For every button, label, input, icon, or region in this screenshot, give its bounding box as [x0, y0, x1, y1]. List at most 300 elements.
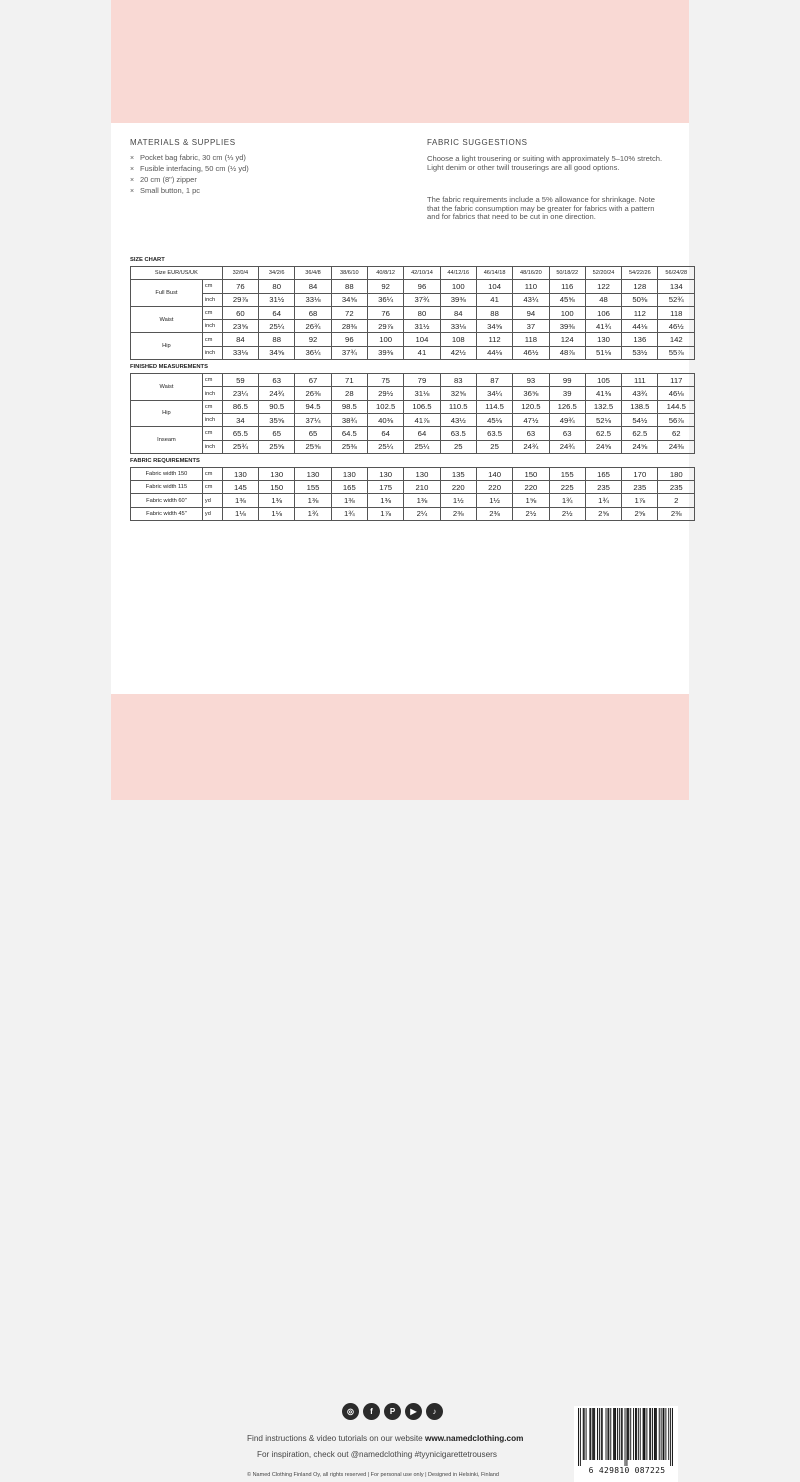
value-cell: 1¾	[331, 507, 367, 520]
size-chart-heading: SIZE CHART	[130, 257, 165, 263]
legal-text: © Named Clothing Finland Oy, all rights reserved | For personal use only | Designed in Helsinki, Finland	[247, 1472, 499, 1478]
measure-label: Hip	[131, 333, 203, 360]
instagram-icon[interactable]: ◎	[342, 1403, 359, 1420]
social-icons	[342, 1403, 443, 1423]
value-cell: 33⅛	[295, 293, 331, 306]
value-cell: 34¼	[476, 387, 512, 400]
pattern-back-cover	[111, 0, 689, 1478]
value-cell: 111	[622, 374, 658, 387]
value-cell: 88	[259, 333, 295, 346]
value-cell: 140	[476, 467, 512, 480]
barcode-bar	[638, 1408, 639, 1460]
footer-band	[111, 694, 689, 1478]
unit-cell: cm	[202, 333, 222, 346]
materials-item	[130, 186, 249, 197]
value-cell: 67	[295, 374, 331, 387]
materials-item	[130, 175, 249, 186]
value-cell: 92	[367, 280, 403, 293]
value-cell: 130	[259, 467, 295, 480]
measurement-chart	[130, 253, 688, 521]
barcode-bar	[607, 1408, 608, 1460]
value-cell: 1⅜	[367, 494, 403, 507]
value-cell: 52¾	[658, 293, 695, 306]
finished-measurements-table	[130, 373, 695, 454]
value-cell: 68	[295, 306, 331, 319]
value-cell: 1⅜	[259, 494, 295, 507]
value-cell: 37¾	[404, 293, 440, 306]
fabric-suggestions-text: Choose a light trousering or suiting with approximately 5–10% stretch. Light denim or other twill trouserings are all good options.	[427, 154, 663, 172]
value-cell: 23¼	[222, 387, 258, 400]
value-cell: 106	[585, 306, 621, 319]
barcode-bar	[599, 1408, 600, 1460]
value-cell: 100	[367, 333, 403, 346]
value-cell: 25⅝	[295, 440, 331, 453]
value-cell: 28	[331, 387, 367, 400]
value-cell: 55⅞	[658, 346, 695, 359]
bullet-x-icon: ×	[130, 188, 135, 195]
value-cell: 44⅛	[476, 346, 512, 359]
materials-list	[130, 153, 249, 197]
unit-cell: cm	[202, 306, 222, 319]
barcode-bar	[606, 1408, 607, 1460]
value-cell: 65	[259, 427, 295, 440]
barcode-bar	[670, 1408, 671, 1466]
value-cell: 41¾	[585, 320, 621, 333]
value-cell: 116	[549, 280, 585, 293]
barcode-bar	[584, 1408, 585, 1460]
size-header-cell: 42/10/14	[404, 267, 440, 280]
value-cell: 25¾	[222, 440, 258, 453]
value-cell: 41⅞	[404, 413, 440, 426]
table-row	[131, 427, 695, 440]
value-cell: 235	[658, 481, 695, 494]
unit-cell: yd	[202, 494, 222, 507]
value-cell: 41⅜	[585, 387, 621, 400]
value-cell: 50⅜	[622, 293, 658, 306]
value-cell: 130	[222, 467, 258, 480]
barcode-bar	[622, 1408, 623, 1460]
value-cell: 26¾	[295, 320, 331, 333]
value-cell: 86.5	[222, 400, 258, 413]
value-cell: 49¾	[549, 413, 585, 426]
size-header-cell: 50/18/22	[549, 267, 585, 280]
value-cell: 2½	[513, 507, 549, 520]
size-header-cell: 32/0/4	[222, 267, 258, 280]
barcode-bar	[625, 1408, 626, 1466]
value-cell: 130	[295, 467, 331, 480]
value-cell: 128	[622, 280, 658, 293]
value-cell: 25¼	[259, 320, 295, 333]
value-cell: 88	[476, 306, 512, 319]
value-cell: 37¾	[331, 346, 367, 359]
table-row	[131, 374, 695, 387]
table-row	[131, 306, 695, 319]
measure-label: Waist	[131, 374, 203, 401]
value-cell: 110	[513, 280, 549, 293]
inspiration-line: For inspiration, check out @namedclothing #tyynicigarettetrousers	[257, 1450, 497, 1459]
value-cell: 31½	[259, 293, 295, 306]
unit-cell: cm	[202, 427, 222, 440]
finished-measurements-heading: FINISHED MEASUREMENTS	[130, 364, 208, 371]
value-cell: 29⅞	[367, 320, 403, 333]
website-line-text: Find instructions & video tutorials on our website	[247, 1434, 425, 1443]
value-cell: 25¼	[404, 440, 440, 453]
barcode-bar	[610, 1408, 611, 1460]
size-header-cell: 36/4/8	[295, 267, 331, 280]
value-cell: 142	[658, 333, 695, 346]
value-cell: 100	[549, 306, 585, 319]
barcode-bar	[649, 1408, 650, 1460]
table-row	[131, 507, 695, 520]
value-cell: 84	[222, 333, 258, 346]
materials-item	[130, 164, 249, 175]
value-cell: 130	[585, 333, 621, 346]
value-cell: 25¼	[367, 440, 403, 453]
website-link[interactable]: www.namedclothing.com	[424, 1434, 524, 1443]
value-cell: 42½	[440, 346, 476, 359]
value-cell: 92	[295, 333, 331, 346]
unit-cell: inch	[202, 387, 222, 400]
unit-cell: inch	[202, 320, 222, 333]
materials-item-text: 20 cm (8") zipper	[140, 175, 197, 184]
value-cell: 112	[622, 306, 658, 319]
barcode-bar	[578, 1408, 579, 1466]
value-cell: 63	[549, 427, 585, 440]
value-cell: 100	[440, 280, 476, 293]
value-cell: 64	[404, 427, 440, 440]
value-cell: 210	[404, 481, 440, 494]
value-cell: 104	[404, 333, 440, 346]
barcode-bar	[586, 1408, 587, 1460]
value-cell: 63.5	[476, 427, 512, 440]
measure-label: Fabric width 115	[131, 481, 203, 494]
value-cell: 114.5	[476, 400, 512, 413]
value-cell: 29⅞	[222, 293, 258, 306]
value-cell: 36¼	[367, 293, 403, 306]
value-cell: 41	[404, 346, 440, 359]
materials-heading: MATERIALS & SUPPLIES	[130, 138, 236, 147]
fabric-suggestions-heading: FABRIC SUGGESTIONS	[427, 138, 528, 147]
value-cell: 65.5	[222, 427, 258, 440]
value-cell: 1¾	[585, 494, 621, 507]
value-cell: 112	[476, 333, 512, 346]
value-cell: 126.5	[549, 400, 585, 413]
value-cell: 150	[513, 467, 549, 480]
value-cell: 52⅛	[585, 413, 621, 426]
value-cell: 41	[476, 293, 512, 306]
barcode-bar	[655, 1408, 656, 1460]
value-cell: 24⅝	[622, 440, 658, 453]
header-band	[111, 0, 689, 123]
table-row	[131, 387, 695, 400]
value-cell: 25	[476, 440, 512, 453]
barcode-bar	[635, 1408, 636, 1460]
unit-cell: cm	[202, 400, 222, 413]
unit-cell: inch	[202, 440, 222, 453]
facebook-icon[interactable]: f	[363, 1403, 380, 1420]
value-cell: 150	[259, 481, 295, 494]
value-cell: 2⅜	[476, 507, 512, 520]
value-cell: 2⅝	[585, 507, 621, 520]
value-cell: 1⅝	[513, 494, 549, 507]
measure-label: Waist	[131, 306, 203, 333]
value-cell: 75	[367, 374, 403, 387]
value-cell: 80	[259, 280, 295, 293]
size-header-cell: 34/2/6	[259, 267, 295, 280]
value-cell: 34	[222, 413, 258, 426]
value-cell: 87	[476, 374, 512, 387]
value-cell: 24¾	[513, 440, 549, 453]
value-cell: 39⅜	[549, 320, 585, 333]
barcode-bars	[578, 1408, 674, 1466]
value-cell: 63.5	[440, 427, 476, 440]
pinterest-icon[interactable]: P	[384, 1403, 401, 1420]
size-header-cell: 52/20/24	[585, 267, 621, 280]
value-cell: 90.5	[259, 400, 295, 413]
value-cell: 48	[585, 293, 621, 306]
barcode-bar	[645, 1408, 646, 1460]
barcode-bar	[664, 1408, 665, 1460]
value-cell: 225	[549, 481, 585, 494]
value-cell: 134	[658, 280, 695, 293]
bullet-x-icon: ×	[130, 166, 135, 173]
value-cell: 1¾	[549, 494, 585, 507]
value-cell: 46½	[513, 346, 549, 359]
value-cell: 96	[404, 280, 440, 293]
value-cell: 170	[622, 467, 658, 480]
value-cell: 120.5	[513, 400, 549, 413]
value-cell: 2⅜	[440, 507, 476, 520]
unit-cell: cm	[202, 481, 222, 494]
value-cell: 59	[222, 374, 258, 387]
barcode-number: 6 429810 087225	[588, 1466, 666, 1475]
value-cell: 94.5	[295, 400, 331, 413]
value-cell: 62.5	[585, 427, 621, 440]
value-cell: 2½	[549, 507, 585, 520]
value-cell: 43¼	[513, 293, 549, 306]
materials-item	[130, 153, 249, 164]
value-cell: 105	[585, 374, 621, 387]
value-cell: 63	[259, 374, 295, 387]
value-cell: 84	[295, 280, 331, 293]
unit-cell: cm	[202, 374, 222, 387]
barcode-bar	[672, 1408, 673, 1466]
barcode-bar	[644, 1408, 645, 1460]
value-cell: 138.5	[622, 400, 658, 413]
value-cell: 76	[367, 306, 403, 319]
barcode-bar	[580, 1408, 581, 1466]
value-cell: 36⅝	[513, 387, 549, 400]
barcode-bar	[619, 1408, 620, 1460]
barcode-bar	[640, 1408, 641, 1460]
value-cell: 93	[513, 374, 549, 387]
value-cell: 2⅝	[622, 507, 658, 520]
barcode-bar	[650, 1408, 651, 1460]
value-cell: 88	[331, 280, 367, 293]
value-cell: 132.5	[585, 400, 621, 413]
value-cell: 1⅜	[404, 494, 440, 507]
value-cell: 36¼	[295, 346, 331, 359]
size-header-cell: 46/14/18	[476, 267, 512, 280]
barcode-bar	[614, 1408, 615, 1460]
barcode-bar	[654, 1408, 655, 1460]
website-line	[247, 1434, 523, 1443]
table-row	[131, 346, 695, 359]
size-header-cell: 38/6/10	[331, 267, 367, 280]
barcode-bar	[589, 1408, 590, 1460]
value-cell: 39⅜	[367, 346, 403, 359]
value-cell: 79	[404, 374, 440, 387]
barcode-bar	[627, 1408, 628, 1460]
value-cell: 104	[476, 280, 512, 293]
value-cell: 102.5	[367, 400, 403, 413]
value-cell: 220	[440, 481, 476, 494]
value-cell: 130	[331, 467, 367, 480]
value-cell: 24¾	[549, 440, 585, 453]
value-cell: 118	[658, 306, 695, 319]
value-cell: 34⅝	[476, 320, 512, 333]
value-cell: 1½	[440, 494, 476, 507]
size-header-cell: 56/24/28	[658, 267, 695, 280]
value-cell: 83	[440, 374, 476, 387]
table-row	[131, 333, 695, 346]
value-cell: 33⅛	[222, 346, 258, 359]
materials-item-text: Small button, 1 pc	[140, 186, 201, 195]
youtube-icon[interactable]: ▶	[405, 1403, 422, 1420]
barcode-bar	[592, 1408, 593, 1460]
value-cell: 84	[440, 306, 476, 319]
value-cell: 99	[549, 374, 585, 387]
value-cell: 1⅜	[295, 494, 331, 507]
value-cell: 44⅛	[622, 320, 658, 333]
value-cell: 25	[440, 440, 476, 453]
value-cell: 37	[513, 320, 549, 333]
value-cell: 63	[513, 427, 549, 440]
value-cell: 72	[331, 306, 367, 319]
measure-label: Fabric width 60"	[131, 494, 203, 507]
barcode-bar	[597, 1408, 598, 1460]
value-cell: 34⅝	[331, 293, 367, 306]
barcode-bar	[628, 1408, 629, 1460]
barcode-bar	[633, 1408, 634, 1460]
barcode-bar	[661, 1408, 662, 1460]
fabric-requirements-heading: FABRIC REQUIREMENTS	[130, 457, 200, 464]
value-cell: 28⅜	[331, 320, 367, 333]
value-cell: 1⅜	[222, 494, 258, 507]
value-cell: 118	[513, 333, 549, 346]
value-cell: 25⅝	[259, 440, 295, 453]
value-cell: 235	[585, 481, 621, 494]
value-cell: 235	[622, 481, 658, 494]
value-cell: 48⅞	[549, 346, 585, 359]
value-cell: 110.5	[440, 400, 476, 413]
table-row	[131, 481, 695, 494]
barcode-bar	[643, 1408, 644, 1460]
barcode-bar	[665, 1408, 666, 1460]
value-cell: 1½	[476, 494, 512, 507]
barcode-bar	[617, 1408, 618, 1460]
size-header-row	[131, 267, 695, 280]
size-label-cell: Size EUR/US/UK	[131, 267, 223, 280]
value-cell: 1⅛	[259, 507, 295, 520]
barcode-bar	[663, 1408, 664, 1460]
barcode-bar	[621, 1408, 622, 1460]
value-cell: 130	[367, 467, 403, 480]
barcode-bar	[659, 1408, 660, 1460]
tiktok-icon[interactable]: ♪	[426, 1403, 443, 1420]
size-header-cell: 54/22/26	[622, 267, 658, 280]
value-cell: 124	[549, 333, 585, 346]
value-cell: 62	[658, 427, 695, 440]
barcode-bar	[646, 1408, 647, 1460]
barcode-bar	[630, 1408, 631, 1460]
value-cell: 2¼	[404, 507, 440, 520]
value-cell: 64.5	[331, 427, 367, 440]
barcode-bar	[668, 1408, 669, 1460]
unit-cell: cm	[202, 280, 222, 293]
value-cell: 165	[331, 481, 367, 494]
value-cell: 71	[331, 374, 367, 387]
value-cell: 80	[404, 306, 440, 319]
value-cell: 54½	[622, 413, 658, 426]
barcode-bar	[613, 1408, 614, 1460]
value-cell: 26⅜	[295, 387, 331, 400]
value-cell: 1⅛	[222, 507, 258, 520]
value-cell: 56⅞	[658, 413, 695, 426]
measure-label: Fabric width 45"	[131, 507, 203, 520]
value-cell: 130	[404, 467, 440, 480]
value-cell: 43½	[440, 413, 476, 426]
value-cell: 64	[259, 306, 295, 319]
value-cell: 43¾	[622, 387, 658, 400]
table-row	[131, 467, 695, 480]
measure-label: Hip	[131, 400, 203, 427]
table-row	[131, 413, 695, 426]
measure-label: Full Bust	[131, 280, 203, 307]
value-cell: 65	[295, 427, 331, 440]
value-cell: 220	[476, 481, 512, 494]
barcode-bar	[583, 1408, 584, 1460]
value-cell: 117	[658, 374, 695, 387]
value-cell: 35⅝	[259, 413, 295, 426]
value-cell: 2	[658, 494, 695, 507]
value-cell: 155	[549, 467, 585, 480]
value-cell: 1⅞	[622, 494, 658, 507]
unit-cell: cm	[202, 467, 222, 480]
unit-cell: inch	[202, 293, 222, 306]
value-cell: 47½	[513, 413, 549, 426]
barcode-bar	[594, 1408, 595, 1460]
barcode-bar	[602, 1408, 603, 1460]
barcode-bar	[608, 1408, 609, 1460]
barcode-bar	[636, 1408, 637, 1460]
unit-cell: inch	[202, 346, 222, 359]
barcode-bar	[590, 1408, 591, 1460]
value-cell: 136	[622, 333, 658, 346]
value-cell: 122	[585, 280, 621, 293]
size-header-cell: 48/16/20	[513, 267, 549, 280]
barcode-bar	[626, 1408, 627, 1466]
table-row	[131, 400, 695, 413]
barcode	[574, 1406, 678, 1482]
value-cell: 45⅝	[549, 293, 585, 306]
measure-label: Fabric width 150	[131, 467, 203, 480]
value-cell: 25⅜	[331, 440, 367, 453]
value-cell: 23⅝	[222, 320, 258, 333]
value-cell: 94	[513, 306, 549, 319]
value-cell: 32⅝	[440, 387, 476, 400]
size-chart-table	[130, 266, 695, 360]
